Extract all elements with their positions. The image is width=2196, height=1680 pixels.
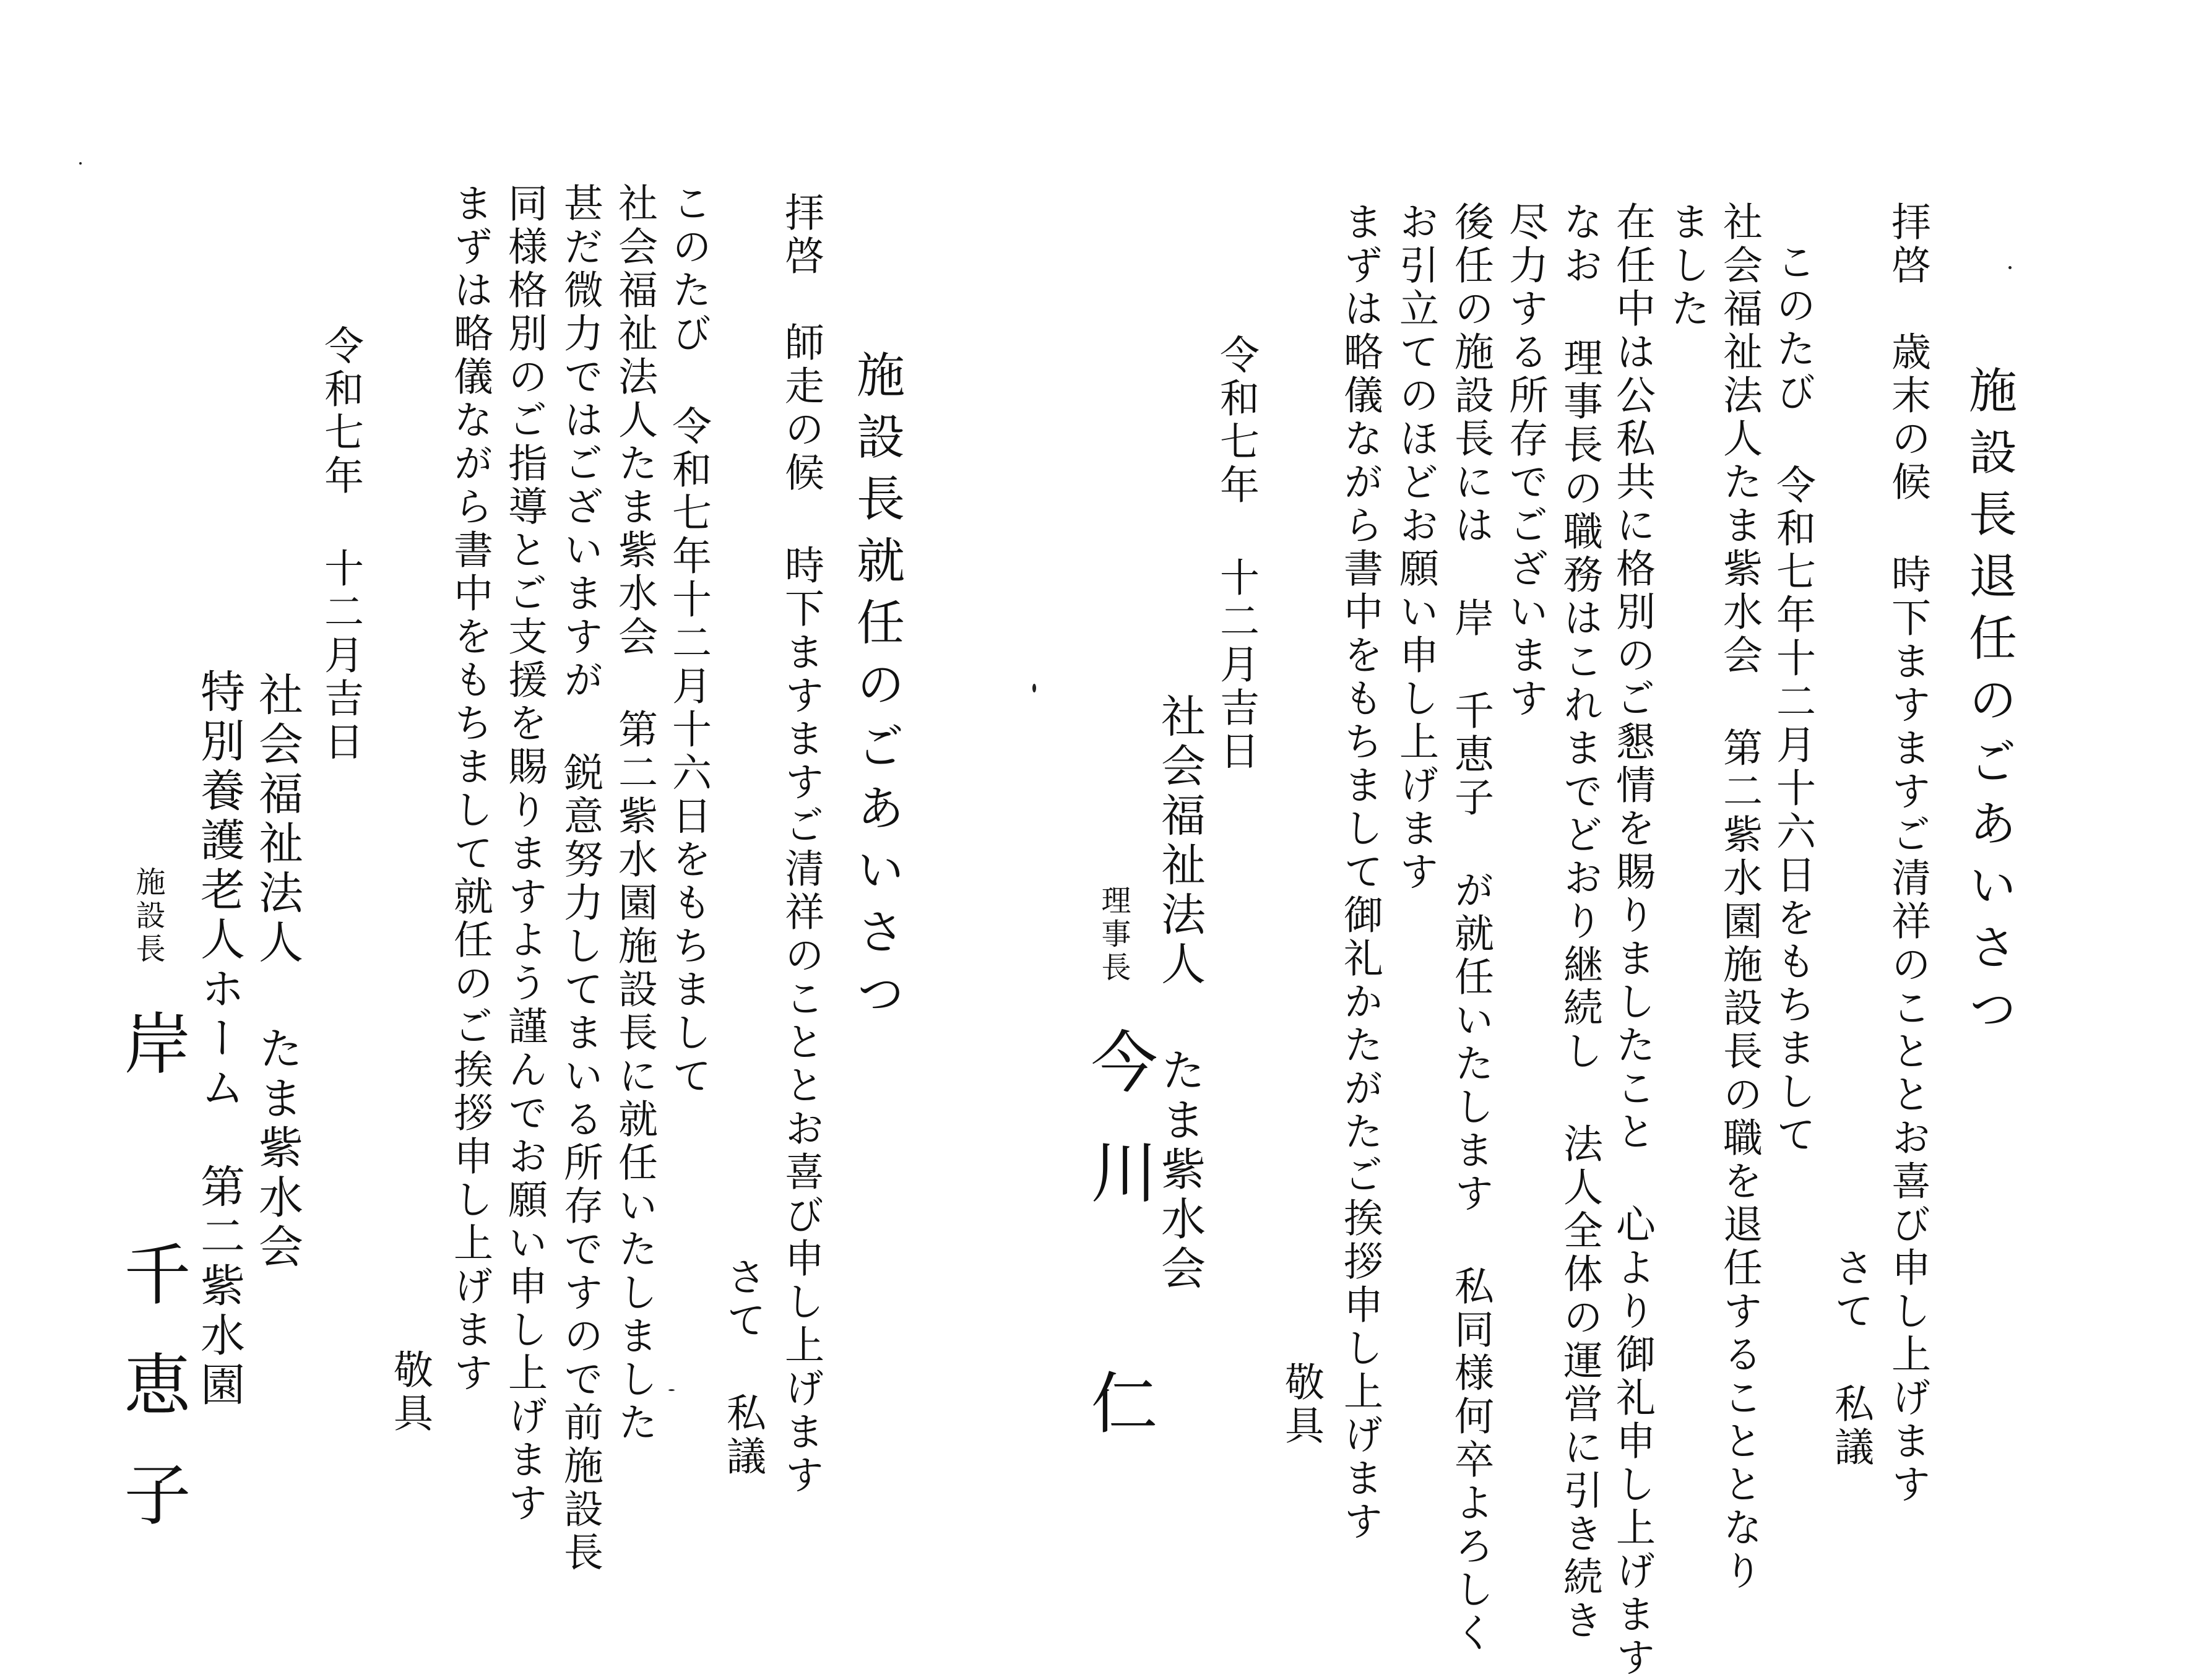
retirement-line-2: さて 私議 (1828, 1247, 1874, 1470)
appointment-line-6: 同様格別のご指導とご支援を賜りますよう謹んでお願い申し上げます (501, 183, 547, 1525)
appointment-closing: 敬具 (387, 1349, 433, 1436)
scan-speck (2008, 266, 2012, 269)
scan-speck (668, 1389, 675, 1391)
retirement-line-3: このたび 令和七年十二月十六日をもちまして (1770, 241, 1815, 1157)
retirement-name: 今川 仁 (1079, 1027, 1157, 1478)
retirement-line-9: 後任の施設長には 岸 千恵子 が就任いたします 私同様何卒よろしく (1448, 201, 1494, 1655)
retirement-title: 施設長退任のごあいさつ (1961, 365, 2017, 1046)
appointment-line-2: さて 私議 (720, 1256, 766, 1479)
retirement-line-10: お引立てのほどお願い申し上げます (1393, 201, 1438, 894)
appointment-line-5: 甚だ微力ではございますが 鋭意努力してまいる所存ですので前施設長 (557, 183, 603, 1575)
retirement-role: 理事長 (1096, 885, 1131, 985)
retirement-line-7: なお 理事長の職務はこれまでどおり継続し 法人全体の運営に引き続き (1557, 201, 1602, 1643)
appointment-title: 施設長就任のごあいさつ (849, 350, 904, 1030)
appointment-line-1: 拝啓 師走の候 時下ますますご清祥のこととお喜び申し上げます (778, 192, 824, 1497)
retirement-org: 社会福祉法人 たま紫水会 (1154, 693, 1206, 1294)
retirement-line-11: まずは略儀ながら書中をもちまして御礼かたがたご挨拶申し上げます (1337, 201, 1383, 1544)
retirement-line-6: 在任中は公私共に格別のご懇情を賜りましたこと 心より御礼申し上げます (1609, 201, 1655, 1680)
appointment-role: 施設長 (131, 866, 165, 967)
appointment-line-7: まずは略儀ながら書中をもちまして就任のご挨拶申し上げます (447, 183, 493, 1395)
appointment-facility: 特別養護老人ホーム 第二紫水園 (193, 668, 245, 1411)
appointment-line-4: 社会福祉法人たま紫水会 第二紫水園施設長に就任いたしました (612, 183, 657, 1445)
scan-speck (1032, 684, 1036, 692)
appointment-date: 令和七年 十二月吉日 (318, 325, 363, 764)
retirement-line-8: 尽力する所存でございます (1502, 201, 1548, 721)
retirement-line-1: 拝啓 歳末の候 時下ますますご清祥のこととお喜び申し上げます (1885, 201, 1930, 1507)
appointment-line-3: このたび 令和七年十二月十六日をもちまして (665, 183, 711, 1098)
retirement-line-5: ました (1664, 201, 1710, 331)
appointment-org: 社会福祉法人 たま紫水会 (251, 671, 303, 1273)
retirement-closing: 敬具 (1278, 1361, 1324, 1448)
scan-speck (79, 162, 82, 165)
retirement-date: 令和七年 十二月吉日 (1213, 334, 1259, 773)
retirement-line-4: 社会福祉法人たま紫水会 第二紫水園施設長の職を退任することとなり (1716, 201, 1762, 1593)
appointment-name: 岸 千恵子 (113, 1009, 190, 1570)
